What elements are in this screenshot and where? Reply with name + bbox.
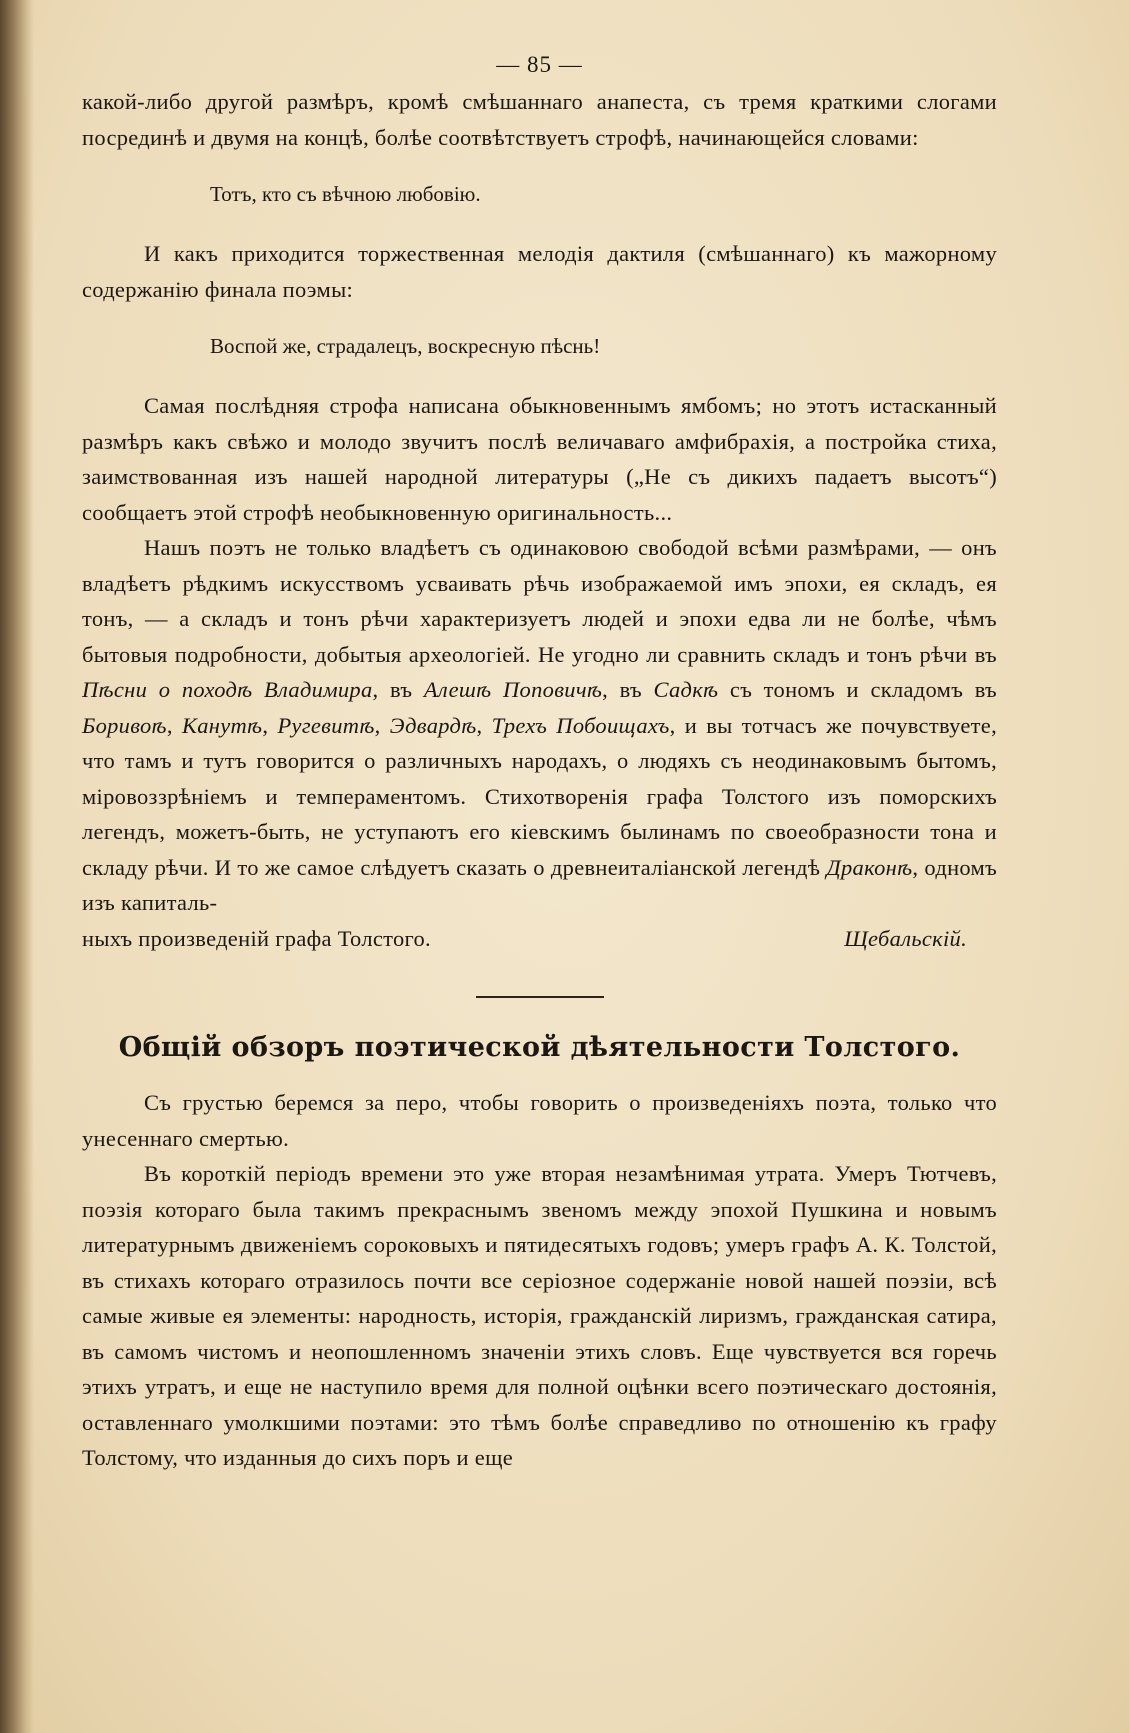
p4-text-10: , одномъ изъ капиталь- bbox=[82, 854, 998, 915]
p4-text-6: , bbox=[262, 712, 278, 738]
paragraph-6: Въ короткiй перiодъ времени это уже вторая незамѣнимая утрата. Умеръ Тютчевъ, поэзiя котораго была такимъ прекраснымъ звеномъ между эпохой Пушкина и новымъ литературнымъ движенiемъ сороковыхъ и пятидесятыхъ годовъ; умеръ графъ А. К. Толстой, въ стихахъ котораго отразилось почти все серiозное содержанiе новой нашей поэзiи, всѣ самые живые ея элементы: народность, исторiя, гражданскiй лиризмъ, гражданская сатира, въ самомъ чистомъ и неопошленномъ значенiи этихъ словъ. Еще чувствуется вся горечь этихъ утратъ, и еще не наступило время для полной оцѣнки всего поэтическаго достоянiя, оставленнаго умолкшими поэтами: это тѣмъ болѣе справедливо по отношенiю къ графу Толстому, что изданныя до сихъ поръ и еще bbox=[82, 1161, 997, 1470]
work-title-borivoy: Боривоѣ bbox=[82, 712, 167, 738]
p4-text-9: , и вы тотчасъ же почувствуете, что тамъ и тутъ говорится о различныхъ народахъ, о людяхъ съ неодинаковымъ бытомъ, мiровоззрѣнiемъ и темпераментомъ. Стихотворенiя графа Толстого изъ поморскихъ легендъ, можетъ-быть, не уступаютъ его кiевскимъ былинамъ по своеобразности тона и складу рѣчи. И то же самое слѣдуетъ сказать о древнеиталiанской легендѣ bbox=[82, 712, 998, 880]
p4-text-1: Нашъ поэтъ не только владѣетъ съ одинаковою свободой всѣми размѣрами, — онъ владѣетъ рѣдкимъ искусствомъ усваивать рѣчь изображаемой имъ эпохи, ея складъ, ея тонъ, — а складъ и тонъ рѣчи характеризуетъ людей и эпохи едва ли не болѣе, чѣмъ бытовыя подробности, добытыя археологiей. Не угодно ли сравнить складъ и тонъ рѣчи въ bbox=[82, 535, 997, 667]
work-title-trekh-poboishchakh: Трехъ Побоищахъ bbox=[491, 712, 670, 738]
work-title-pesn-o-pokhode: Пѣсни о походѣ Владимира bbox=[82, 677, 373, 702]
work-title-sadko: Садкѣ bbox=[653, 677, 719, 702]
p4-text-5: , bbox=[166, 712, 182, 738]
paragraph-4 bbox=[82, 530, 997, 921]
paragraph-3: Самая послѣдняя строфа написана обыкновеннымъ ямбомъ; но этотъ истасканный размѣръ какъ свѣжо и молодо звучитъ послѣ величаваго амфибрахiя, а постройка стиха, заимствованная изъ нашей народной литературы („Не съ дикихъ падаетъ высотъ“) сообщаетъ этой строфѣ необыкновенную оригинальность... bbox=[82, 393, 997, 525]
section-title: Общiй обзоръ поэтической дѣятельности Толстого. bbox=[118, 1032, 961, 1063]
p4-text-2: , въ bbox=[372, 677, 424, 702]
work-title-rugevit: Ругевитѣ bbox=[277, 712, 375, 738]
work-title-alesha-popovich: Алешѣ Поповичѣ bbox=[423, 677, 603, 702]
work-title-drakon: Драконѣ bbox=[826, 854, 913, 880]
p4-text-7: , bbox=[374, 712, 390, 738]
verse-quote-1: Тотъ, кто съ вѣчною любовiю. bbox=[210, 182, 481, 206]
work-title-kanut: Канутѣ bbox=[181, 712, 263, 738]
text-column bbox=[82, 52, 997, 1476]
section-divider bbox=[476, 996, 604, 998]
verse-quote-2: Воспой же, страдалецъ, воскресную пѣснь! bbox=[210, 334, 601, 358]
page-binding-shadow bbox=[0, 0, 34, 1733]
paragraph-2: И какъ приходится торжественная мелодiя дактиля (смѣшаннаго) къ мажорному содержанiю финала поэмы: bbox=[82, 241, 997, 302]
paragraph-4-last-line bbox=[82, 921, 997, 957]
p4-text-3: , въ bbox=[602, 677, 654, 702]
p4-text-4: съ тономъ и складомъ въ bbox=[718, 677, 997, 702]
author-signature: Щебальскiй. bbox=[844, 925, 967, 951]
work-title-edvard: Эдвардѣ bbox=[389, 712, 477, 738]
paragraph-1: какой-либо другой размѣръ, кромѣ смѣшаннаго анапеста, съ тремя краткими слогами посрединѣ и двумя на концѣ, болѣе соотвѣтствуетъ строфѣ, начинающейся словами: bbox=[82, 89, 997, 150]
page-number: — 85 — bbox=[496, 52, 583, 77]
paragraph-5: Съ грустью беремся за перо, чтобы говорить о произведенiяхъ поэта, только что унесеннаго смертью. bbox=[82, 1090, 997, 1151]
p4-last-text: ныхъ произведенiй графа Толстого. bbox=[82, 925, 431, 951]
p4-text-8: , bbox=[476, 712, 492, 738]
